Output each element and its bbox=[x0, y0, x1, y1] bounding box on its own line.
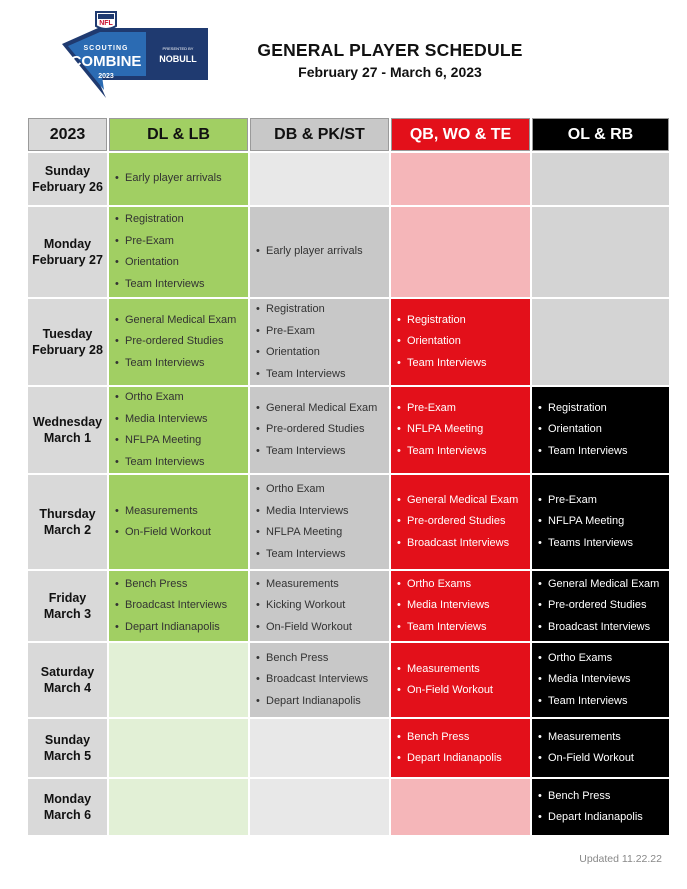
schedule-cell-db-pk-st bbox=[250, 387, 389, 473]
updated-note: Updated 11.22.22 bbox=[579, 853, 662, 865]
day-date: March 4 bbox=[43, 681, 92, 695]
schedule-table bbox=[26, 116, 671, 837]
activity-list bbox=[109, 310, 248, 375]
logo-combine-text: COMBINE bbox=[70, 53, 142, 70]
activity-list bbox=[250, 299, 389, 385]
day-date: March 3 bbox=[43, 607, 92, 621]
schedule-cell-ol-rb bbox=[532, 719, 669, 777]
schedule-cell-ol-rb bbox=[532, 299, 669, 385]
schedule-cell-ol-rb bbox=[532, 779, 669, 835]
schedule-cell-db-pk-st bbox=[250, 207, 389, 297]
activity-list bbox=[109, 501, 248, 544]
activity-item: • Bench Press bbox=[256, 648, 385, 670]
schedule-cell-db-pk-st bbox=[250, 779, 389, 835]
activity-item: • Bench Press bbox=[397, 727, 526, 749]
schedule-cell-db-pk-st bbox=[250, 571, 389, 641]
activity-item: • Depart Indianapolis bbox=[256, 691, 385, 713]
activity-item: • Team Interviews bbox=[397, 441, 526, 463]
activity-list bbox=[532, 398, 669, 463]
activity-item: • Team Interviews bbox=[115, 452, 244, 474]
activity-item: • On-Field Workout bbox=[397, 680, 526, 702]
activity-item: • Orientation bbox=[538, 419, 665, 441]
day-name: Saturday bbox=[40, 665, 95, 679]
schedule-cell-qb-wo-te bbox=[391, 299, 530, 385]
activity-item: • NFLPA Meeting bbox=[397, 419, 526, 441]
header-dl-lb: DL & LB bbox=[109, 118, 248, 151]
activity-item: • On-Field Workout bbox=[115, 522, 244, 544]
header-qb-wo-te: QB, WO & TE bbox=[391, 118, 530, 151]
day-date: February 28 bbox=[32, 343, 103, 357]
schedule-row bbox=[28, 719, 669, 777]
activity-list bbox=[532, 574, 669, 639]
schedule-cell-qb-wo-te bbox=[391, 207, 530, 297]
activity-item: • Broadcast Interviews bbox=[538, 617, 665, 639]
activity-list bbox=[250, 241, 389, 263]
activity-item: • Registration bbox=[397, 310, 526, 332]
schedule-body bbox=[28, 153, 669, 835]
day-name: Sunday bbox=[44, 164, 91, 178]
schedule-cell-ol-rb bbox=[532, 643, 669, 717]
activity-list bbox=[250, 574, 389, 639]
schedule-cell-dl-lb bbox=[109, 475, 248, 569]
activity-item: • Teams Interviews bbox=[538, 533, 665, 555]
schedule-cell-dl-lb bbox=[109, 387, 248, 473]
activity-list bbox=[109, 168, 248, 190]
day-name: Sunday bbox=[44, 733, 91, 747]
schedule-cell-dl-lb bbox=[109, 299, 248, 385]
day-cell bbox=[28, 387, 107, 473]
day-cell bbox=[28, 571, 107, 641]
activity-item: • Depart Indianapolis bbox=[397, 748, 526, 770]
schedule-cell-ol-rb bbox=[532, 387, 669, 473]
activity-item: • Pre-Exam bbox=[538, 490, 665, 512]
activity-list bbox=[391, 310, 530, 375]
logo-scouting-text: SCOUTING bbox=[83, 45, 129, 52]
activity-item: • Ortho Exam bbox=[115, 387, 244, 409]
schedule-cell-ol-rb bbox=[532, 153, 669, 205]
day-date: February 26 bbox=[32, 180, 103, 194]
title-block bbox=[235, 40, 545, 80]
activity-item: • Team Interviews bbox=[397, 353, 526, 375]
day-date: February 27 bbox=[32, 253, 103, 267]
activity-item: • Media Interviews bbox=[115, 409, 244, 431]
activity-item: • On-Field Workout bbox=[256, 617, 385, 639]
day-date: March 1 bbox=[43, 431, 92, 445]
activity-item: • NFLPA Meeting bbox=[256, 522, 385, 544]
schedule-cell-ol-rb bbox=[532, 207, 669, 297]
schedule-cell-ol-rb bbox=[532, 571, 669, 641]
logo-sponsor-text: NOBULL bbox=[159, 54, 197, 64]
activity-list bbox=[250, 648, 389, 713]
page-title: GENERAL PLAYER SCHEDULE bbox=[257, 40, 523, 60]
activity-item: • NFLPA Meeting bbox=[115, 430, 244, 452]
page-subtitle: February 27 - March 6, 2023 bbox=[298, 64, 482, 80]
schedule-cell-qb-wo-te bbox=[391, 779, 530, 835]
activity-item: • General Medical Exam bbox=[538, 574, 665, 596]
activity-item: • Registration bbox=[538, 398, 665, 420]
schedule-cell-dl-lb bbox=[109, 719, 248, 777]
day-cell bbox=[28, 299, 107, 385]
activity-item: • Pre-ordered Studies bbox=[538, 595, 665, 617]
activity-item: • Media Interviews bbox=[256, 501, 385, 523]
day-name: Monday bbox=[43, 792, 92, 806]
activity-item: • Ortho Exams bbox=[538, 648, 665, 670]
schedule-cell-qb-wo-te bbox=[391, 719, 530, 777]
activity-list bbox=[532, 648, 669, 713]
day-date: March 6 bbox=[43, 808, 92, 822]
schedule-row bbox=[28, 153, 669, 205]
schedule-row bbox=[28, 571, 669, 641]
day-name: Wednesday bbox=[32, 415, 103, 429]
header-db-pk-st: DB & PK/ST bbox=[250, 118, 389, 151]
logo-nfl-text: NFL bbox=[99, 20, 113, 27]
activity-item: • Pre-ordered Studies bbox=[115, 331, 244, 353]
day-name: Tuesday bbox=[42, 327, 93, 341]
schedule-cell-ol-rb bbox=[532, 475, 669, 569]
activity-item: • Measurements bbox=[115, 501, 244, 523]
activity-item: • General Medical Exam bbox=[256, 398, 385, 420]
activity-list bbox=[250, 479, 389, 565]
activity-item: • General Medical Exam bbox=[397, 490, 526, 512]
schedule-cell-qb-wo-te bbox=[391, 475, 530, 569]
schedule-cell-db-pk-st bbox=[250, 299, 389, 385]
activity-item: • General Medical Exam bbox=[115, 310, 244, 332]
activity-item: • Depart Indianapolis bbox=[538, 807, 665, 829]
activity-list bbox=[532, 727, 669, 770]
activity-list bbox=[532, 786, 669, 829]
header-ol-rb: OL & RB bbox=[532, 118, 669, 151]
activity-item: • Broadcast Interviews bbox=[115, 595, 244, 617]
activity-item: • Pre-Exam bbox=[256, 321, 385, 343]
day-cell bbox=[28, 643, 107, 717]
activity-list bbox=[109, 209, 248, 295]
activity-item: • On-Field Workout bbox=[538, 748, 665, 770]
day-date: March 2 bbox=[43, 523, 92, 537]
activity-item: • Early player arrivals bbox=[115, 168, 244, 190]
activity-item: • Measurements bbox=[397, 659, 526, 681]
schedule-cell-dl-lb bbox=[109, 779, 248, 835]
schedule-cell-dl-lb bbox=[109, 153, 248, 205]
activity-item: • NFLPA Meeting bbox=[538, 511, 665, 533]
header-row bbox=[28, 118, 669, 151]
activity-item: • Kicking Workout bbox=[256, 595, 385, 617]
day-cell bbox=[28, 153, 107, 205]
schedule-row bbox=[28, 387, 669, 473]
logo-year-text: 2023 bbox=[98, 73, 114, 80]
activity-list bbox=[391, 659, 530, 702]
schedule-cell-db-pk-st bbox=[250, 153, 389, 205]
schedule-cell-qb-wo-te bbox=[391, 571, 530, 641]
activity-item: • Pre-ordered Studies bbox=[397, 511, 526, 533]
activity-list bbox=[391, 574, 530, 639]
logo-presented-text: PRESENTED BY bbox=[162, 46, 194, 51]
day-name: Thursday bbox=[39, 507, 96, 521]
activity-item: • Bench Press bbox=[115, 574, 244, 596]
schedule-cell-dl-lb bbox=[109, 643, 248, 717]
day-cell bbox=[28, 207, 107, 297]
schedule-row bbox=[28, 779, 669, 835]
schedule-cell-dl-lb bbox=[109, 207, 248, 297]
activity-item: • Team Interviews bbox=[256, 544, 385, 566]
activity-item: • Team Interviews bbox=[538, 441, 665, 463]
activity-item: • Depart Indianapolis bbox=[115, 617, 244, 639]
activity-item: • Team Interviews bbox=[397, 617, 526, 639]
activity-item: • Measurements bbox=[256, 574, 385, 596]
activity-item: • Registration bbox=[115, 209, 244, 231]
activity-item: • Bench Press bbox=[538, 786, 665, 808]
schedule-cell-dl-lb bbox=[109, 571, 248, 641]
schedule-cell-db-pk-st bbox=[250, 475, 389, 569]
activity-item: • Team Interviews bbox=[115, 274, 244, 296]
activity-list bbox=[109, 574, 248, 639]
activity-item: • Orientation bbox=[115, 252, 244, 274]
schedule-cell-qb-wo-te bbox=[391, 387, 530, 473]
schedule-cell-db-pk-st bbox=[250, 719, 389, 777]
day-date: March 5 bbox=[43, 749, 92, 763]
activity-list bbox=[391, 727, 530, 770]
day-cell bbox=[28, 779, 107, 835]
schedule-row bbox=[28, 299, 669, 385]
schedule-cell-qb-wo-te bbox=[391, 643, 530, 717]
activity-item: • Measurements bbox=[538, 727, 665, 749]
schedule-cell-qb-wo-te bbox=[391, 153, 530, 205]
activity-item: • Media Interviews bbox=[538, 669, 665, 691]
schedule-cell-db-pk-st bbox=[250, 643, 389, 717]
activity-item: • Ortho Exam bbox=[256, 479, 385, 501]
activity-item: • Orientation bbox=[397, 331, 526, 353]
activity-list bbox=[532, 490, 669, 555]
activity-list bbox=[391, 490, 530, 555]
schedule-row bbox=[28, 207, 669, 297]
schedule-row bbox=[28, 643, 669, 717]
activity-item: • Pre-Exam bbox=[115, 231, 244, 253]
schedule-row bbox=[28, 475, 669, 569]
day-name: Monday bbox=[43, 237, 92, 251]
activity-item: • Pre-Exam bbox=[397, 398, 526, 420]
day-cell bbox=[28, 475, 107, 569]
activity-item: • Team Interviews bbox=[256, 364, 385, 386]
activity-item: • Broadcast Interviews bbox=[256, 669, 385, 691]
header-year: 2023 bbox=[28, 118, 107, 151]
combine-logo bbox=[58, 10, 214, 100]
activity-item: • Registration bbox=[256, 299, 385, 321]
day-cell bbox=[28, 719, 107, 777]
activity-list bbox=[250, 398, 389, 463]
activity-item: • Media Interviews bbox=[397, 595, 526, 617]
activity-item: • Pre-ordered Studies bbox=[256, 419, 385, 441]
activity-item: • Team Interviews bbox=[538, 691, 665, 713]
activity-list bbox=[391, 398, 530, 463]
day-name: Friday bbox=[48, 591, 87, 605]
activity-item: • Team Interviews bbox=[115, 353, 244, 375]
activity-item: • Orientation bbox=[256, 342, 385, 364]
activity-item: • Team Interviews bbox=[256, 441, 385, 463]
activity-item: • Broadcast Interviews bbox=[397, 533, 526, 555]
activity-list bbox=[109, 387, 248, 473]
activity-item: • Early player arrivals bbox=[256, 241, 385, 263]
activity-item: • Ortho Exams bbox=[397, 574, 526, 596]
